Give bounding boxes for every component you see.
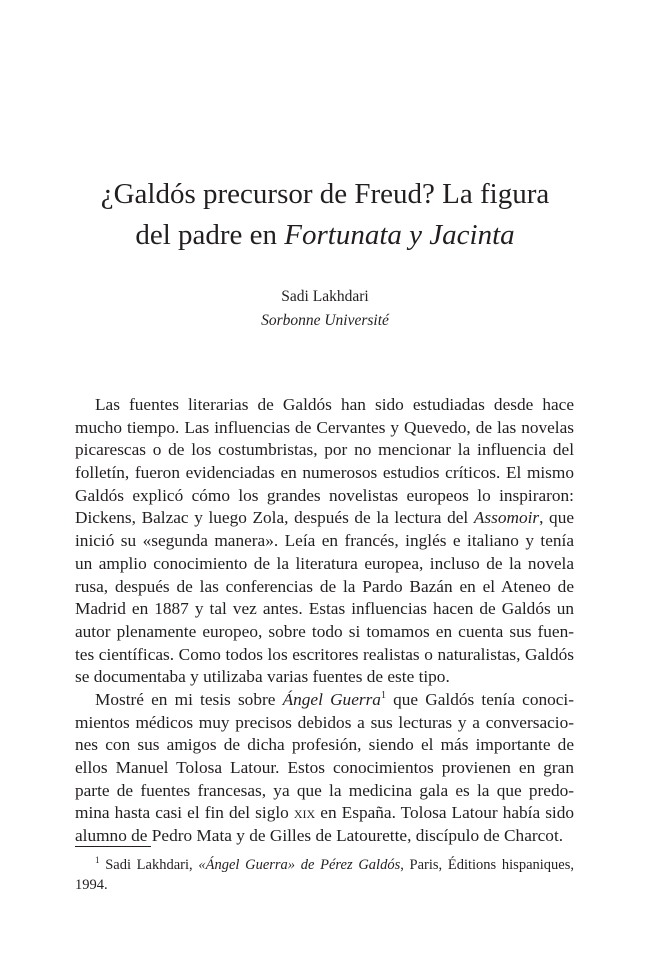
text-line: se documentaba y utilizaba varias fuentes de este tipo.	[75, 667, 450, 687]
footnote-publisher: , Paris, Éditions hispaniques,	[400, 857, 574, 873]
text-line: Galdós explicó cómo los grandes novelistas europeos lo inspiraron:	[75, 485, 574, 505]
footnote-divider	[75, 846, 151, 847]
body-text	[75, 394, 574, 848]
text-line: Madrid en 1887 y tal vez antes. Estas influencias hacen de Galdós un	[75, 599, 574, 619]
italic-work-title: Assomoir	[473, 508, 540, 528]
title-line-1: ¿Galdós precursor de Freud? La figura	[100, 178, 550, 210]
footnote-line	[75, 855, 574, 875]
text-segment: mina hasta casi el fin del siglo	[75, 803, 294, 823]
text-line: folletín, fueron evidenciadas en numerosos estudios críticos. El mismo	[75, 463, 574, 483]
text-line: mientos médicos muy precisos debidos a sus lecturas y a conversacio-	[75, 712, 574, 732]
text-line: ellos Manuel Tolosa Latour. Estos conocimientos provienen en gran	[75, 758, 574, 777]
century-numeral: xix	[293, 803, 316, 823]
text-segment: Dickens, Balzac y luego Zola, después de la lectura del	[75, 508, 469, 528]
text-line: picarescas o de los costumbristas, por no mencionar la influencia del	[75, 440, 574, 460]
italic-work-title: Ángel Guerra	[282, 689, 381, 709]
footnote-reference[interactable]: 1	[380, 690, 386, 702]
footnote-year: 1994.	[75, 877, 108, 893]
text-segment: Mostré en mi tesis sobre	[95, 689, 283, 709]
text-line: un amplio conocimiento de la literatura europea, incluso de la novela	[75, 553, 574, 573]
text-line	[75, 802, 574, 825]
text-segment: , que	[539, 508, 575, 528]
text-line: Las fuentes literarias de Galdós han sido estudiadas desde hace	[95, 395, 574, 414]
text-line	[75, 507, 574, 530]
text-line: inició su «segunda manera». Leía en francés, inglés e italiano y tenía	[75, 531, 574, 551]
text-line	[75, 689, 574, 712]
title-line-2-text: del padre en	[135, 219, 285, 251]
title-line-2	[60, 215, 590, 256]
text-line: rusa, después de las conferencias de la Pardo Bazán en el Ateneo de	[75, 576, 574, 596]
text-line: autor plenamente europeo, sobre todo si tomamos en cuenta sus fuen-	[75, 621, 574, 641]
text-segment: en España. Tolosa Latour había sido	[315, 803, 575, 823]
text-line: tes científicas. Como todos los escritores realistas o naturalistas, Galdós	[75, 644, 574, 664]
author-affiliation: Sorbonne Université	[261, 312, 389, 329]
text-line: nes con sus amigos de dicha profesión, siendo el más importante de	[75, 735, 574, 755]
paragraph-2	[75, 689, 574, 848]
text-line: alumno de Pedro Mata y de Gilles de Latourette, discípulo de Charcot.	[75, 826, 564, 846]
footnote	[75, 855, 574, 895]
text-line: mucho tiempo. Las influencias de Cervantes y Quevedo, de las novelas	[75, 417, 574, 437]
author-name: Sadi Lakhdari	[281, 288, 369, 305]
footnote-work-title: «Ángel Guerra» de Pérez Galdós	[198, 857, 401, 873]
title-novel-name: Fortunata y Jacinta	[284, 219, 515, 251]
text-segment: que Galdós tenía conoci-	[385, 689, 574, 709]
footnote-author: Sadi Lakhdari,	[99, 857, 199, 873]
article-title	[60, 174, 590, 256]
text-line: parte de fuentes francesas, ya que la medicina gala es la que predo-	[75, 780, 574, 800]
paragraph-1	[75, 394, 574, 689]
footnote-number: 1	[95, 855, 100, 866]
